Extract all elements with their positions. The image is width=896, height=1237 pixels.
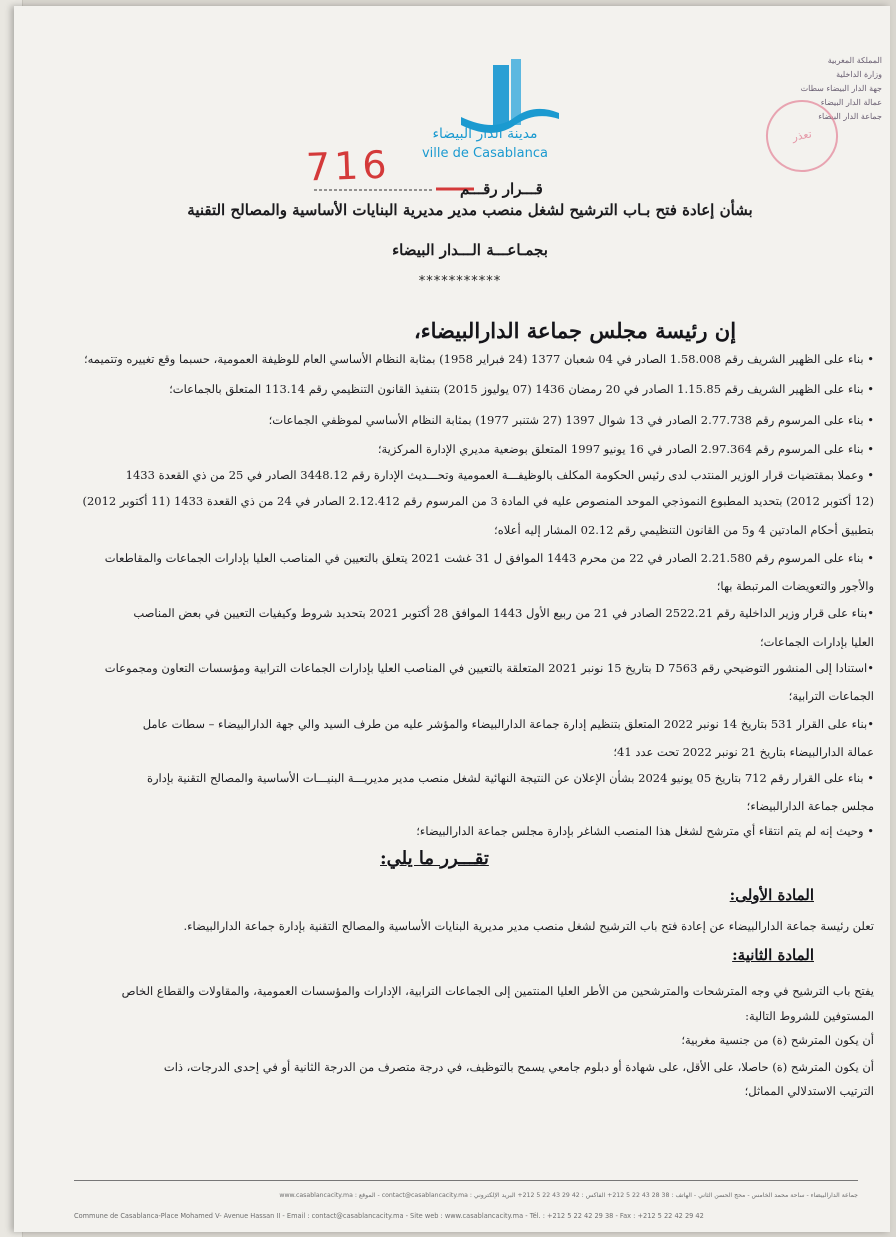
preamble-line: الجماعات الترابية؛	[788, 689, 874, 703]
preamble-line: العليا بإدارات الجماعات؛	[759, 635, 874, 649]
stamp-line: المملكة المغربية	[827, 56, 882, 65]
article-1-text: تعلن رئيسة جماعة الدارالبيضاء عن إعادة فتح باب الترشيح لشغل منصب مدير مديرية البنايات الأساسية والمصالح التقنية بإدارة جماعة الدارالبيضاء.	[183, 919, 874, 933]
article-1-heading: المادة الأولى:	[729, 886, 814, 904]
decision-label: قـــرار رقـــم	[460, 180, 543, 198]
stamp-line: جماعة الدار البيضاء	[818, 112, 882, 121]
preamble-line: • بناء على الظهير الشريف رقم 1.58.008 الصادر في 04 شعبان 1377 (24 فبراير 1958) بمثابة النظام الأساسي العام للوظيفة العمومية، حسبما وقع تغييره وتتميمه؛	[83, 352, 874, 366]
preamble-line: •بناء على القرار 531 بتاريخ 14 نونبر 2022 المتعلق بتنظيم إدارة جماعة الدارالبيضاء والمؤشر عليه من طرف السيد والي جهة الدارالبيضاء – سطات عامل	[142, 717, 874, 731]
article-2-line: المستوفين للشروط التالية:	[745, 1009, 874, 1023]
article-2-heading: المادة الثانية:	[732, 946, 814, 964]
logo-arabic-text: مدينة الدار البيضاء	[432, 126, 538, 142]
preamble-line: مجلس جماعة الدارالبيضاء؛	[746, 799, 874, 813]
stamp-line: عمالة الدار البيضاء	[820, 98, 882, 107]
preamble-line: بتطبيق أحكام المادتين 4 و5 من القانون التنظيمي رقم 02.12 المشار إليه أعلاه؛	[494, 523, 874, 537]
logo-french-text: ville de Casablanca	[421, 146, 548, 161]
preamble-line: عمالة الدارالبيضاء بتاريخ 21 نونبر 2022 تحت عدد 41؛	[613, 745, 874, 759]
preamble-line: • وعملا بمقتضيات قرار الوزير المنتدب لدى رئيس الحكومة المكلف بالوظيفـــة العمومية وتحـــديث الإدارة رقم 3448.12 الصادر في 25 من ذي القعدة 1433	[125, 468, 874, 482]
preamble-line: • وحيث إنه لم يتم انتقاء أي مترشح لشغل هذا المنصب الشاغر بإدارة مجلس جماعة الدارالبيضاء؛	[416, 824, 874, 838]
preamble-line: • بناء على الظهير الشريف رقم 1.15.85 الصادر في 20 رمضان 1436 (07 يوليوز 2015) بتنفيذ القانون التنظيمي رقم 113.14 المتعلق بالجماعات؛	[169, 382, 874, 396]
article-2-line: الترتيب الاستدلالي المماثل؛	[744, 1084, 874, 1098]
footer-french: Commune de Casablanca-Place Mohamed V- Avenue Hassan II - Email : contact@casablancacity.ma - Site web : www.casablancacity.ma - Tél. : +212 5 22 42 29 38 - Fax : +212 5 22 42 29 42	[74, 1212, 704, 1220]
footer-arabic: جماعة الدارالبيضاء - ساحة محمد الخامس - محج الحسن الثاني - الهاتف : 38 28 43 22 5 212+ الفاكس : 42 29 43 22 5 212+ البريد الإلكتروني : contact@casablancacity.ma - الموقع : www.casablancacity.ma	[279, 1192, 858, 1199]
article-2-line: أن يكون المترشح (ة) من جنسية مغربية؛	[681, 1033, 874, 1047]
footer-divider	[74, 1180, 858, 1181]
preamble-line: •بناء على قرار وزير الداخلية رقم 2522.21 الصادر في 21 من ربيع الأول 1443 الموافق 28 أكتوبر 2021 بتحديد شروط وكيفيات التعيين في بعض المناصب	[133, 606, 874, 620]
decision-number: 716	[305, 142, 392, 190]
document-subtitle: بجمـاعـــة الـــدار البيضاء	[392, 241, 548, 259]
title-separator: ***********	[418, 274, 502, 289]
preamble-line: • بناء على المرسوم رقم 2.97.364 الصادر في 16 يونيو 1997 المتعلق بوضعية مديري الإدارة المركزية؛	[377, 442, 874, 456]
document-title: بشأن إعادة فتح بـاب الترشيح لشغل منصب مدير مديرية البنايات الأساسية والمصالح التقنية	[187, 201, 753, 219]
preamble-line: • بناء على القرار رقم 712 بتاريخ 05 يونيو 2024 بشأن الإعلان عن النتيجة النهائية لشغل منصب مدير مديريـــة البنيـــات الأساسية والمصالح التقنية بإدارة	[146, 771, 874, 785]
decision-number-underline	[314, 184, 484, 194]
article-2-line: أن يكون المترشح (ة) حاصلا، على الأقل، على شهادة أو دبلوم جامعي يسمح بالتوظيف، في درجة متصرف من الدرجة الثانية أو في إحدى الدرجات، ذات	[163, 1060, 874, 1074]
preamble-line: • بناء على المرسوم رقم 2.21.580 الصادر في 22 من محرم 1443 الموافق ل 31 غشت 2021 يتعلق بالتعيين في المناصب العليا بإدارات الجماعات والمقاطعات	[104, 551, 874, 565]
document-page	[14, 6, 890, 1232]
preamble-line: • بناء على المرسوم رقم 2.77.738 الصادر في 13 شوال 1397 (27 شتنبر 1977) بمثابة النظام الأساسي لموظفي الجماعات؛	[268, 413, 874, 427]
article-2-line: يفتح باب الترشيح في وجه المترشحات والمترشحين من الأطر العليا المنتمين إلى الجماعات الترابية، الإدارات والمؤسسات العمومية، والمقاولات والقطاع الخاص	[121, 984, 874, 998]
issuer-heading: إن رئيسة مجلس جماعة الدارالبيضاء،	[414, 318, 737, 343]
preamble-line: والأجور والتعويضات المرتبطة بها؛	[716, 579, 874, 593]
stamp-line: جهة الدار البيضاء سطات	[800, 84, 882, 93]
decides-heading: تقـــرر ما يلي:	[380, 848, 489, 869]
round-stamp: تعذر	[760, 94, 843, 177]
stamp-line: وزارة الداخلية	[836, 70, 882, 79]
preamble-line: (12 أكتوبر 2012) بتحديد المطبوع النموذجي الموحد المنصوص عليه في المادة 3 من المرسوم رقم 2.12.412 الصادر في 24 من ذي القعدة 1433 (11 أكتوبر 2012)	[82, 494, 874, 508]
preamble-line: •استنادا إلى المنشور التوضيحي رقم D 7563 بتاريخ 15 نونبر 2021 المتعلقة بالتعيين في المناصب العليا بإدارات الجماعات الترابية ومؤسسات التعاون ومجموعات	[104, 661, 874, 675]
